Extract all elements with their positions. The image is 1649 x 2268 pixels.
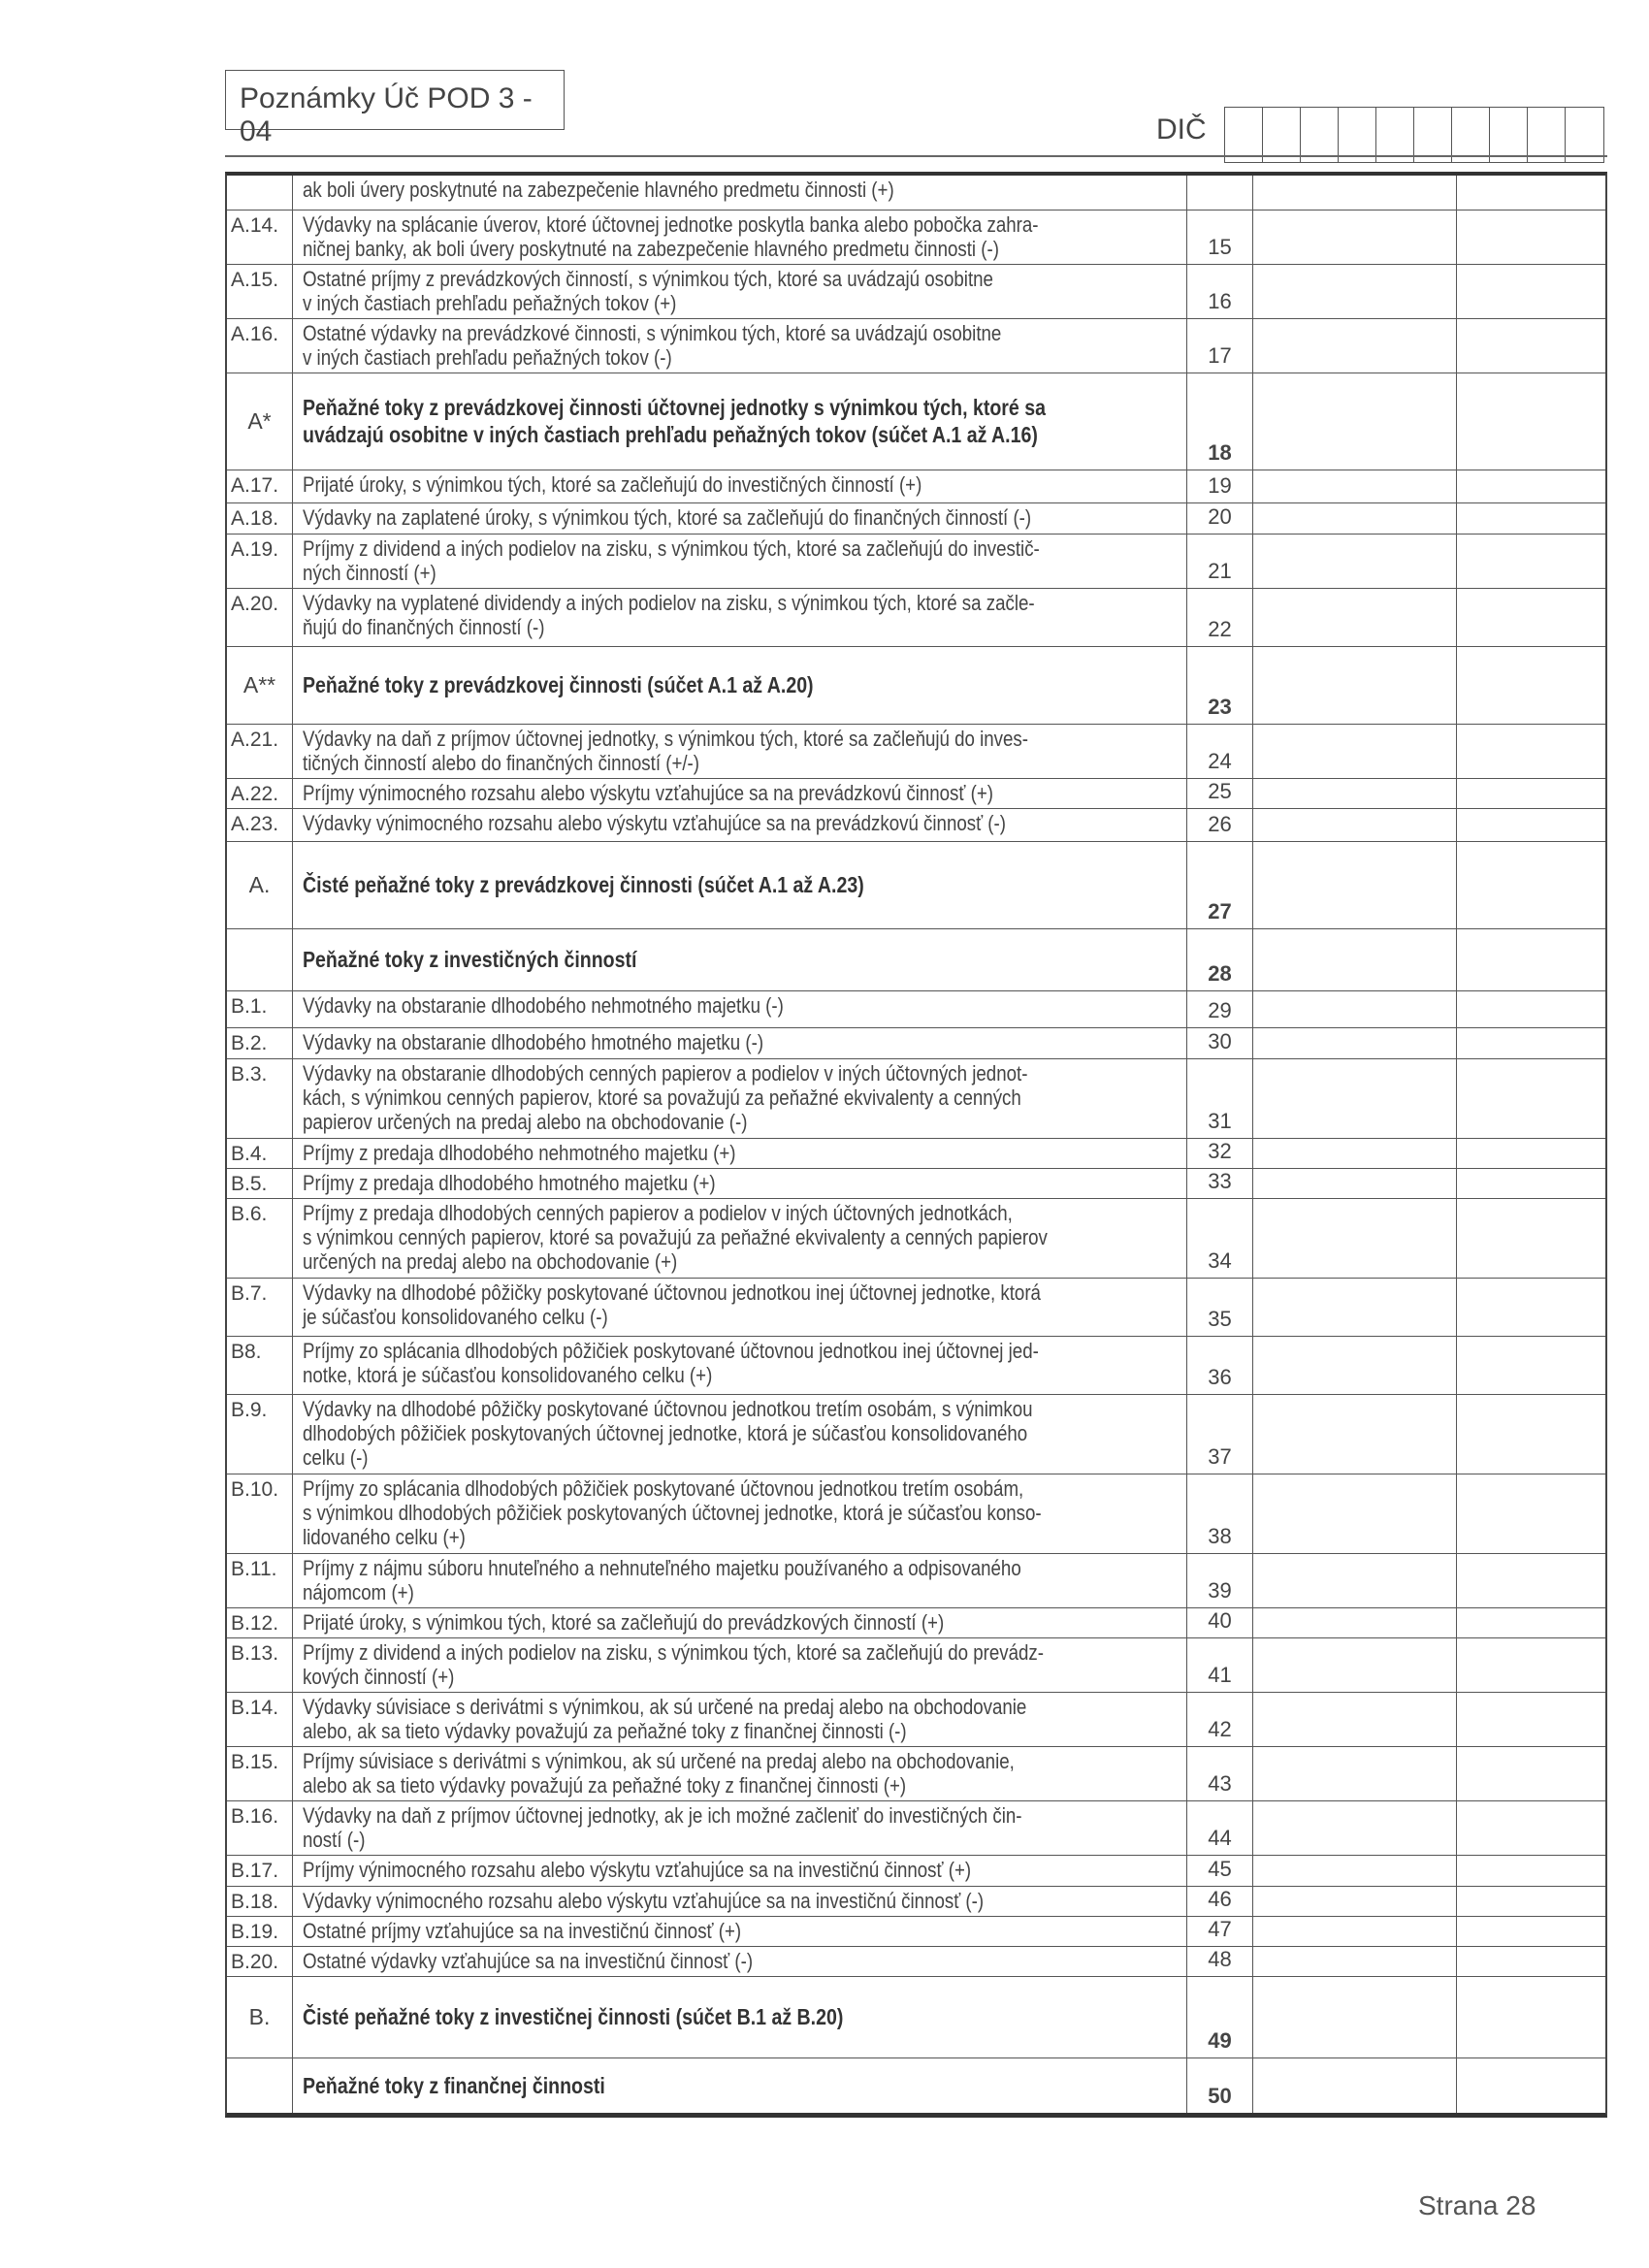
row-number: 39 [1187, 1554, 1253, 1607]
row-description [293, 470, 1187, 502]
description-line: Výdavky na daň z príjmov účtovnej jednotky, ak je ich možné začleniť do investičných čin- [303, 1803, 1022, 1828]
row-code [227, 929, 293, 990]
value-cell-previous[interactable] [1457, 1337, 1605, 1394]
row-description [293, 1801, 1187, 1855]
value-cell-current[interactable] [1253, 535, 1457, 588]
row-description [293, 1887, 1187, 1916]
table-row [227, 1395, 1605, 1474]
row-description [293, 265, 1187, 318]
description-line: Výdavky na obstaranie dlhodobého nehmotného majetku (-) [303, 993, 784, 1018]
row-number: 41 [1187, 1638, 1253, 1692]
value-cell-current[interactable] [1253, 589, 1457, 646]
row-description [293, 1139, 1187, 1168]
row-code: A.21. [227, 725, 293, 778]
table-row [227, 1638, 1605, 1693]
summary-row [227, 1977, 1605, 2058]
row-code [227, 2058, 293, 2113]
value-cell-previous[interactable] [1457, 1977, 1605, 2057]
table-row [227, 1887, 1605, 1917]
table-row [227, 503, 1605, 535]
cash-flow-table [225, 172, 1607, 2118]
row-code: A.17. [227, 470, 293, 502]
row-code: B.18. [227, 1887, 293, 1916]
row-code: A.14. [227, 211, 293, 264]
value-cell-current[interactable] [1253, 503, 1457, 534]
table-row [227, 1608, 1605, 1638]
value-cell-current[interactable] [1253, 1608, 1457, 1637]
row-description [293, 1337, 1187, 1394]
value-cell-previous[interactable] [1457, 2058, 1605, 2113]
value-cell-current[interactable] [1253, 1856, 1457, 1886]
row-number: 49 [1187, 1977, 1253, 2057]
value-cell-current[interactable] [1253, 991, 1457, 1027]
row-description [293, 1693, 1187, 1746]
row-code: B.1. [227, 991, 293, 1027]
row-description [293, 1554, 1187, 1607]
row-code: A.19. [227, 535, 293, 588]
description-line: notke, ktorá je súčasťou konsolidovaného celku (+) [303, 1363, 713, 1387]
row-code: A** [227, 647, 293, 724]
description-line: Výdavky na obstaranie dlhodobého hmotného majetku (-) [303, 1030, 764, 1054]
summary-row [227, 929, 1605, 991]
row-code: B.16. [227, 1801, 293, 1855]
row-number: 18 [1187, 373, 1253, 470]
value-cell-previous[interactable] [1457, 1395, 1605, 1474]
description-line: Výdavky na splácanie úverov, ktoré účtovnej jednotke poskytla banka alebo pobočka zahra- [303, 212, 1039, 237]
description-line: Výdavky na vyplatené dividendy a iných podielov na zisku, s výnimkou tých, ktoré sa začle- [303, 591, 1035, 615]
row-description [293, 929, 1187, 990]
row-description [293, 1199, 1187, 1278]
value-cell-previous[interactable] [1457, 1028, 1605, 1058]
value-cell-current[interactable] [1253, 1747, 1457, 1800]
description-line: Príjmy z nájmu súboru hnuteľného a nehnuteľného majetku používaného a odpisovaného [303, 1556, 1021, 1580]
row-number: 31 [1187, 1059, 1253, 1138]
value-cell-previous[interactable] [1457, 535, 1605, 588]
description-line: alebo ak sa tieto výdavky považujú za peňažné toky z finančnej činnosti (+) [303, 1773, 907, 1798]
description-line: papierov určených na predaj alebo na obchodovanie (-) [303, 1110, 748, 1134]
dic-digit-box[interactable] [1566, 108, 1603, 162]
description-line: Peňažné toky z investičných činností [303, 947, 637, 972]
value-cell-previous[interactable] [1457, 1856, 1605, 1886]
row-code: B.3. [227, 1059, 293, 1138]
value-cell-previous[interactable] [1457, 809, 1605, 841]
value-cell-current[interactable] [1253, 647, 1457, 724]
description-line: v iných častiach prehľadu peňažných tokov (-) [303, 345, 672, 370]
row-code: B8. [227, 1337, 293, 1394]
value-cell-previous[interactable] [1457, 1554, 1605, 1607]
row-code: A. [227, 842, 293, 928]
value-cell-current[interactable] [1253, 1947, 1457, 1976]
row-description [293, 1608, 1187, 1637]
table-row [227, 1028, 1605, 1059]
description-line: dlhodobých pôžičiek poskytovaných účtovnej jednotke, ktorá je súčasťou konsolidovaného [303, 1421, 1028, 1445]
row-description [293, 1977, 1187, 2057]
row-number: 34 [1187, 1199, 1253, 1278]
description-line: s výnimkou cenných papierov, ktoré sa považujú za peňažné ekvivalenty a cenných papierov [303, 1225, 1048, 1249]
table-row [227, 1947, 1605, 1977]
dic-digit-box[interactable] [1528, 108, 1566, 162]
row-number [1187, 176, 1253, 210]
value-cell-previous[interactable] [1457, 1474, 1605, 1553]
row-code: B.5. [227, 1169, 293, 1198]
row-number: 48 [1187, 1947, 1253, 1976]
description-line: Peňažné toky z finančnej činnosti [303, 2072, 605, 2098]
description-line: ňujú do finančných činností (-) [303, 615, 545, 639]
row-code [227, 176, 293, 210]
description-line: Ostatné príjmy vzťahujúce sa na investičnú činnosť (+) [303, 1919, 742, 1943]
summary-row [227, 373, 1605, 470]
description-line: Príjmy z predaja dlhodobého nehmotného majetku (+) [303, 1141, 736, 1165]
table-row [227, 319, 1605, 373]
row-number: 46 [1187, 1887, 1253, 1916]
row-code: B.10. [227, 1474, 293, 1553]
row-code: A.16. [227, 319, 293, 373]
description-line: alebo, ak sa tieto výdavky považujú za peňažné toky z finančnej činnosti (-) [303, 1719, 907, 1743]
row-number: 19 [1187, 470, 1253, 502]
row-description [293, 1856, 1187, 1886]
row-code: B.7. [227, 1279, 293, 1336]
row-number: 44 [1187, 1801, 1253, 1855]
value-cell-current[interactable] [1253, 809, 1457, 841]
description-line: Príjmy súvisiace s derivátmi s výnimkou, ak sú určené na predaj alebo na obchodovanie, [303, 1749, 1015, 1773]
value-cell-previous[interactable] [1457, 647, 1605, 724]
row-code: B.17. [227, 1856, 293, 1886]
value-cell-previous[interactable] [1457, 1693, 1605, 1746]
value-cell-previous[interactable] [1457, 1139, 1605, 1168]
table-row [227, 1856, 1605, 1887]
row-code: B.14. [227, 1693, 293, 1746]
value-cell-current[interactable] [1253, 211, 1457, 264]
description-line: ných činností (+) [303, 561, 436, 585]
value-cell-previous[interactable] [1457, 842, 1605, 928]
table-row [227, 725, 1605, 779]
row-number: 45 [1187, 1856, 1253, 1886]
description-line: tičných činností alebo do finančných činností (+/-) [303, 751, 700, 775]
row-code: A.22. [227, 779, 293, 808]
description-line: Ostatné príjmy z prevádzkových činností, s výnimkou tých, ktoré sa uvádzajú osobitne [303, 267, 993, 291]
summary-row [227, 842, 1605, 929]
value-cell-previous[interactable] [1457, 1638, 1605, 1692]
table-row [227, 779, 1605, 809]
description-line: Ostatné výdavky na prevádzkové činnosti, s výnimkou tých, ktoré sa uvádzajú osobitne [303, 321, 1002, 345]
row-description [293, 1395, 1187, 1474]
row-number: 28 [1187, 929, 1253, 990]
row-number: 38 [1187, 1474, 1253, 1553]
row-code: B.9. [227, 1395, 293, 1474]
description-line: Ostatné výdavky vzťahujúce sa na investičnú činnosť (-) [303, 1949, 754, 1973]
table-row [227, 1059, 1605, 1139]
description-line: je súčasťou konsolidovaného celku (-) [303, 1305, 608, 1329]
row-code: B.6. [227, 1199, 293, 1278]
value-cell-current[interactable] [1253, 470, 1457, 502]
row-description [293, 1169, 1187, 1198]
value-cell-current[interactable] [1253, 1169, 1457, 1198]
description-line: Príjmy z dividend a iných podielov na zisku, s výnimkou tých, ktoré sa začleňujú do investič- [303, 536, 1040, 561]
value-cell-current[interactable] [1253, 1199, 1457, 1278]
description-line: Príjmy zo splácania dlhodobých pôžičiek poskytované účtovnou jednotkou inej účtovnej jed- [303, 1339, 1039, 1363]
value-cell-previous[interactable] [1457, 1917, 1605, 1946]
description-line: Príjmy výnimocného rozsahu alebo výskytu vzťahujúce sa na investičnú činnosť (+) [303, 1858, 972, 1882]
row-description [293, 589, 1187, 646]
row-code: B.12. [227, 1608, 293, 1637]
row-description [293, 319, 1187, 373]
value-cell-previous[interactable] [1457, 1059, 1605, 1138]
value-cell-previous[interactable] [1457, 725, 1605, 778]
table-row [227, 1554, 1605, 1608]
description-line: Príjmy z dividend a iných podielov na zisku, s výnimkou tých, ktoré sa začleňujú do prevádz- [303, 1640, 1044, 1665]
row-description [293, 1947, 1187, 1976]
value-cell-current[interactable] [1253, 1887, 1457, 1916]
description-line: Prijaté úroky, s výnimkou tých, ktoré sa začleňujú do investičných činností (+) [303, 472, 922, 497]
description-line: Čisté peňažné toky z prevádzkovej činnosti (súčet A.1 až A.23) [303, 872, 864, 897]
description-line: Výdavky na dlhodobé pôžičky poskytované účtovnou jednotkou inej účtovnej jednotke, ktorá [303, 1280, 1041, 1305]
row-code: B.20. [227, 1947, 293, 1976]
row-description [293, 842, 1187, 928]
value-cell-previous[interactable] [1457, 929, 1605, 990]
dic-digit-box[interactable] [1452, 108, 1490, 162]
description-line: Výdavky výnimocného rozsahu alebo výskytu vzťahujúce sa na investičnú činnosť (-) [303, 1889, 985, 1913]
value-cell-previous[interactable] [1457, 265, 1605, 318]
row-description [293, 2058, 1187, 2113]
value-cell-previous[interactable] [1457, 779, 1605, 808]
table-row [227, 176, 1605, 211]
description-line: určených na predaj alebo na obchodovanie (+) [303, 1249, 678, 1274]
row-code: B.2. [227, 1028, 293, 1058]
description-line: Čisté peňažné toky z investičnej činnosti (súčet B.1 až B.20) [303, 2004, 844, 2029]
value-cell-previous[interactable] [1457, 1199, 1605, 1278]
row-code: A.20. [227, 589, 293, 646]
row-description [293, 503, 1187, 534]
value-cell-current[interactable] [1253, 1801, 1457, 1855]
value-cell-previous[interactable] [1457, 1887, 1605, 1916]
row-description [293, 211, 1187, 264]
row-code: A* [227, 373, 293, 470]
row-number: 27 [1187, 842, 1253, 928]
row-description [293, 1028, 1187, 1058]
row-number: 43 [1187, 1747, 1253, 1800]
row-description [293, 373, 1187, 470]
row-number: 35 [1187, 1279, 1253, 1336]
row-description [293, 779, 1187, 808]
description-line: uvádzajú osobitne v iných častiach prehľadu peňažných tokov (súčet A.1 až A.16) [303, 422, 1038, 447]
row-code: B. [227, 1977, 293, 2057]
value-cell-current[interactable] [1253, 842, 1457, 928]
form-title-box [225, 70, 565, 147]
value-cell-previous[interactable] [1457, 503, 1605, 534]
description-line: ností (-) [303, 1828, 366, 1852]
row-number: 40 [1187, 1608, 1253, 1637]
table-row [227, 1139, 1605, 1169]
summary-row [227, 2058, 1605, 2113]
description-line: v iných častiach prehľadu peňažných tokov (+) [303, 291, 677, 315]
value-cell-current[interactable] [1253, 319, 1457, 373]
row-number: 16 [1187, 265, 1253, 318]
table-row [227, 1279, 1605, 1337]
dic-digit-box[interactable] [1301, 108, 1339, 162]
row-description [293, 991, 1187, 1027]
description-line: Výdavky na obstaranie dlhodobých cenných papierov a podielov v iných účtovných jednot- [303, 1061, 1028, 1085]
row-number: 23 [1187, 647, 1253, 724]
value-cell-previous[interactable] [1457, 1947, 1605, 1976]
value-cell-previous[interactable] [1457, 1608, 1605, 1637]
table-row [227, 470, 1605, 503]
description-line: Príjmy zo splácania dlhodobých pôžičiek poskytované účtovnou jednotkou tretím osobám, [303, 1476, 1024, 1501]
value-cell-current[interactable] [1253, 176, 1457, 210]
row-number: 26 [1187, 809, 1253, 841]
row-number: 15 [1187, 211, 1253, 264]
table-row [227, 265, 1605, 319]
row-description [293, 1638, 1187, 1692]
description-line: Výdavky výnimocného rozsahu alebo výskytu vzťahujúce sa na prevádzkovú činnosť (-) [303, 811, 1006, 835]
row-number: 21 [1187, 535, 1253, 588]
value-cell-current[interactable] [1253, 725, 1457, 778]
description-line: Peňažné toky z prevádzkovej činnosti (súčet A.1 až A.20) [303, 672, 814, 697]
description-line: Príjmy z predaja dlhodobého hmotného majetku (+) [303, 1171, 716, 1195]
row-description [293, 809, 1187, 841]
row-code: B.19. [227, 1917, 293, 1946]
description-line: Prijaté úroky, s výnimkou tých, ktoré sa začleňujú do prevádzkových činností (+) [303, 1610, 945, 1635]
row-number: 29 [1187, 991, 1253, 1027]
description-line: Príjmy výnimocného rozsahu alebo výskytu vzťahujúce sa na prevádzkovú činnosť (+) [303, 781, 993, 805]
row-number: 32 [1187, 1139, 1253, 1168]
row-number: 30 [1187, 1028, 1253, 1058]
dic-digit-box[interactable] [1263, 108, 1301, 162]
value-cell-previous[interactable] [1457, 176, 1605, 210]
row-number: 50 [1187, 2058, 1253, 2113]
table-row [227, 1917, 1605, 1947]
row-description [293, 1747, 1187, 1800]
summary-row [227, 647, 1605, 725]
dic-digit-box[interactable] [1490, 108, 1528, 162]
row-description [293, 725, 1187, 778]
value-cell-previous[interactable] [1457, 1801, 1605, 1855]
description-line: celku (-) [303, 1445, 369, 1470]
description-line: Výdavky na daň z príjmov účtovnej jednotky, s výnimkou tých, ktoré sa začleňujú do inves- [303, 727, 1029, 751]
value-cell-previous[interactable] [1457, 589, 1605, 646]
table-row [227, 991, 1605, 1028]
row-code: A.15. [227, 265, 293, 318]
row-description [293, 1474, 1187, 1553]
value-cell-current[interactable] [1253, 265, 1457, 318]
row-code: B.13. [227, 1638, 293, 1692]
row-description [293, 535, 1187, 588]
value-cell-current[interactable] [1253, 1139, 1457, 1168]
table-row [227, 535, 1605, 589]
row-code: B.11. [227, 1554, 293, 1607]
value-cell-previous[interactable] [1457, 319, 1605, 373]
description-line: ak boli úvery poskytnuté na zabezpečenie hlavného predmetu činnosti (+) [303, 178, 894, 202]
row-description [293, 647, 1187, 724]
value-cell-current[interactable] [1253, 1028, 1457, 1058]
description-line: lidovaného celku (+) [303, 1525, 466, 1549]
row-description [293, 1917, 1187, 1946]
value-cell-current[interactable] [1253, 1395, 1457, 1474]
description-line: Výdavky na dlhodobé pôžičky poskytované účtovnou jednotkou tretím osobám, s výnimkou [303, 1397, 1033, 1421]
row-number: 42 [1187, 1693, 1253, 1746]
row-number: 22 [1187, 589, 1253, 646]
row-code: B.15. [227, 1747, 293, 1800]
value-cell-current[interactable] [1253, 1917, 1457, 1946]
table-row [227, 1801, 1605, 1856]
page-number: Strana 28 [1418, 2190, 1536, 2220]
value-cell-current[interactable] [1253, 1059, 1457, 1138]
value-cell-current[interactable] [1253, 779, 1457, 808]
row-description [293, 1279, 1187, 1336]
value-cell-previous[interactable] [1457, 1279, 1605, 1336]
header-divider [225, 155, 1607, 157]
row-description [293, 176, 1187, 210]
table-row [227, 211, 1605, 265]
description-line: ničnej banky, ak boli úvery poskytnuté na zabezpečenie hlavného predmetu činnosti (-) [303, 237, 999, 261]
description-line: Peňažné toky z prevádzkovej činnosti účtovnej jednotky s výnimkou tých, ktoré sa [303, 395, 1046, 420]
value-cell-previous[interactable] [1457, 1747, 1605, 1800]
table-row [227, 1747, 1605, 1801]
value-cell-current[interactable] [1253, 1337, 1457, 1394]
description-line: Príjmy z predaja dlhodobých cenných papierov a podielov v iných účtovných jednotkách, [303, 1201, 1013, 1225]
description-line: s výnimkou dlhodobých pôžičiek poskytovaných účtovnej jednotke, ktorá je súčasťou konso- [303, 1501, 1042, 1525]
row-number: 33 [1187, 1169, 1253, 1198]
table-row [227, 589, 1605, 647]
table-row [227, 1199, 1605, 1279]
row-number: 24 [1187, 725, 1253, 778]
row-description [293, 1059, 1187, 1138]
description-line: nájomcom (+) [303, 1580, 414, 1604]
description-line: Výdavky súvisiace s derivátmi s výnimkou, ak sú určené na predaj alebo na obchodovanie [303, 1695, 1027, 1719]
value-cell-current[interactable] [1253, 1693, 1457, 1746]
value-cell-current[interactable] [1253, 1554, 1457, 1607]
value-cell-current[interactable] [1253, 1977, 1457, 2057]
row-number: 47 [1187, 1917, 1253, 1946]
row-code: A.23. [227, 809, 293, 841]
table-row [227, 1169, 1605, 1199]
row-number: 25 [1187, 779, 1253, 808]
value-cell-current[interactable] [1253, 2058, 1457, 2113]
value-cell-current[interactable] [1253, 373, 1457, 470]
dic-label: DIČ [1156, 113, 1207, 146]
description-line: kových činností (+) [303, 1665, 455, 1689]
value-cell-previous[interactable] [1457, 373, 1605, 470]
value-cell-previous[interactable] [1457, 211, 1605, 264]
value-cell-current[interactable] [1253, 1279, 1457, 1336]
row-number: 17 [1187, 319, 1253, 373]
description-line: kách, s výnimkou cenných papierov, ktoré sa považujú za peňažné ekvivalenty a cenných [303, 1085, 1021, 1110]
dic-digit-box[interactable] [1414, 108, 1452, 162]
description-line: Výdavky na zaplatené úroky, s výnimkou tých, ktoré sa začleňujú do finančných činností (-) [303, 505, 1032, 530]
table-row [227, 1693, 1605, 1747]
value-cell-previous[interactable] [1457, 1169, 1605, 1198]
dic-digit-box[interactable] [1225, 108, 1263, 162]
table-row [227, 809, 1605, 842]
dic-digit-box[interactable] [1376, 108, 1414, 162]
value-cell-current[interactable] [1253, 1638, 1457, 1692]
value-cell-current[interactable] [1253, 929, 1457, 990]
dic-digit-box[interactable] [1339, 108, 1376, 162]
form-title: Poznámky Úč POD 3 - 04 [240, 82, 533, 147]
value-cell-current[interactable] [1253, 1474, 1457, 1553]
value-cell-previous[interactable] [1457, 470, 1605, 502]
row-number: 20 [1187, 503, 1253, 534]
value-cell-previous[interactable] [1457, 991, 1605, 1027]
row-number: 37 [1187, 1395, 1253, 1474]
row-code: A.18. [227, 503, 293, 534]
table-row [227, 1337, 1605, 1395]
row-number: 36 [1187, 1337, 1253, 1394]
table-row [227, 1474, 1605, 1554]
row-code: B.4. [227, 1139, 293, 1168]
